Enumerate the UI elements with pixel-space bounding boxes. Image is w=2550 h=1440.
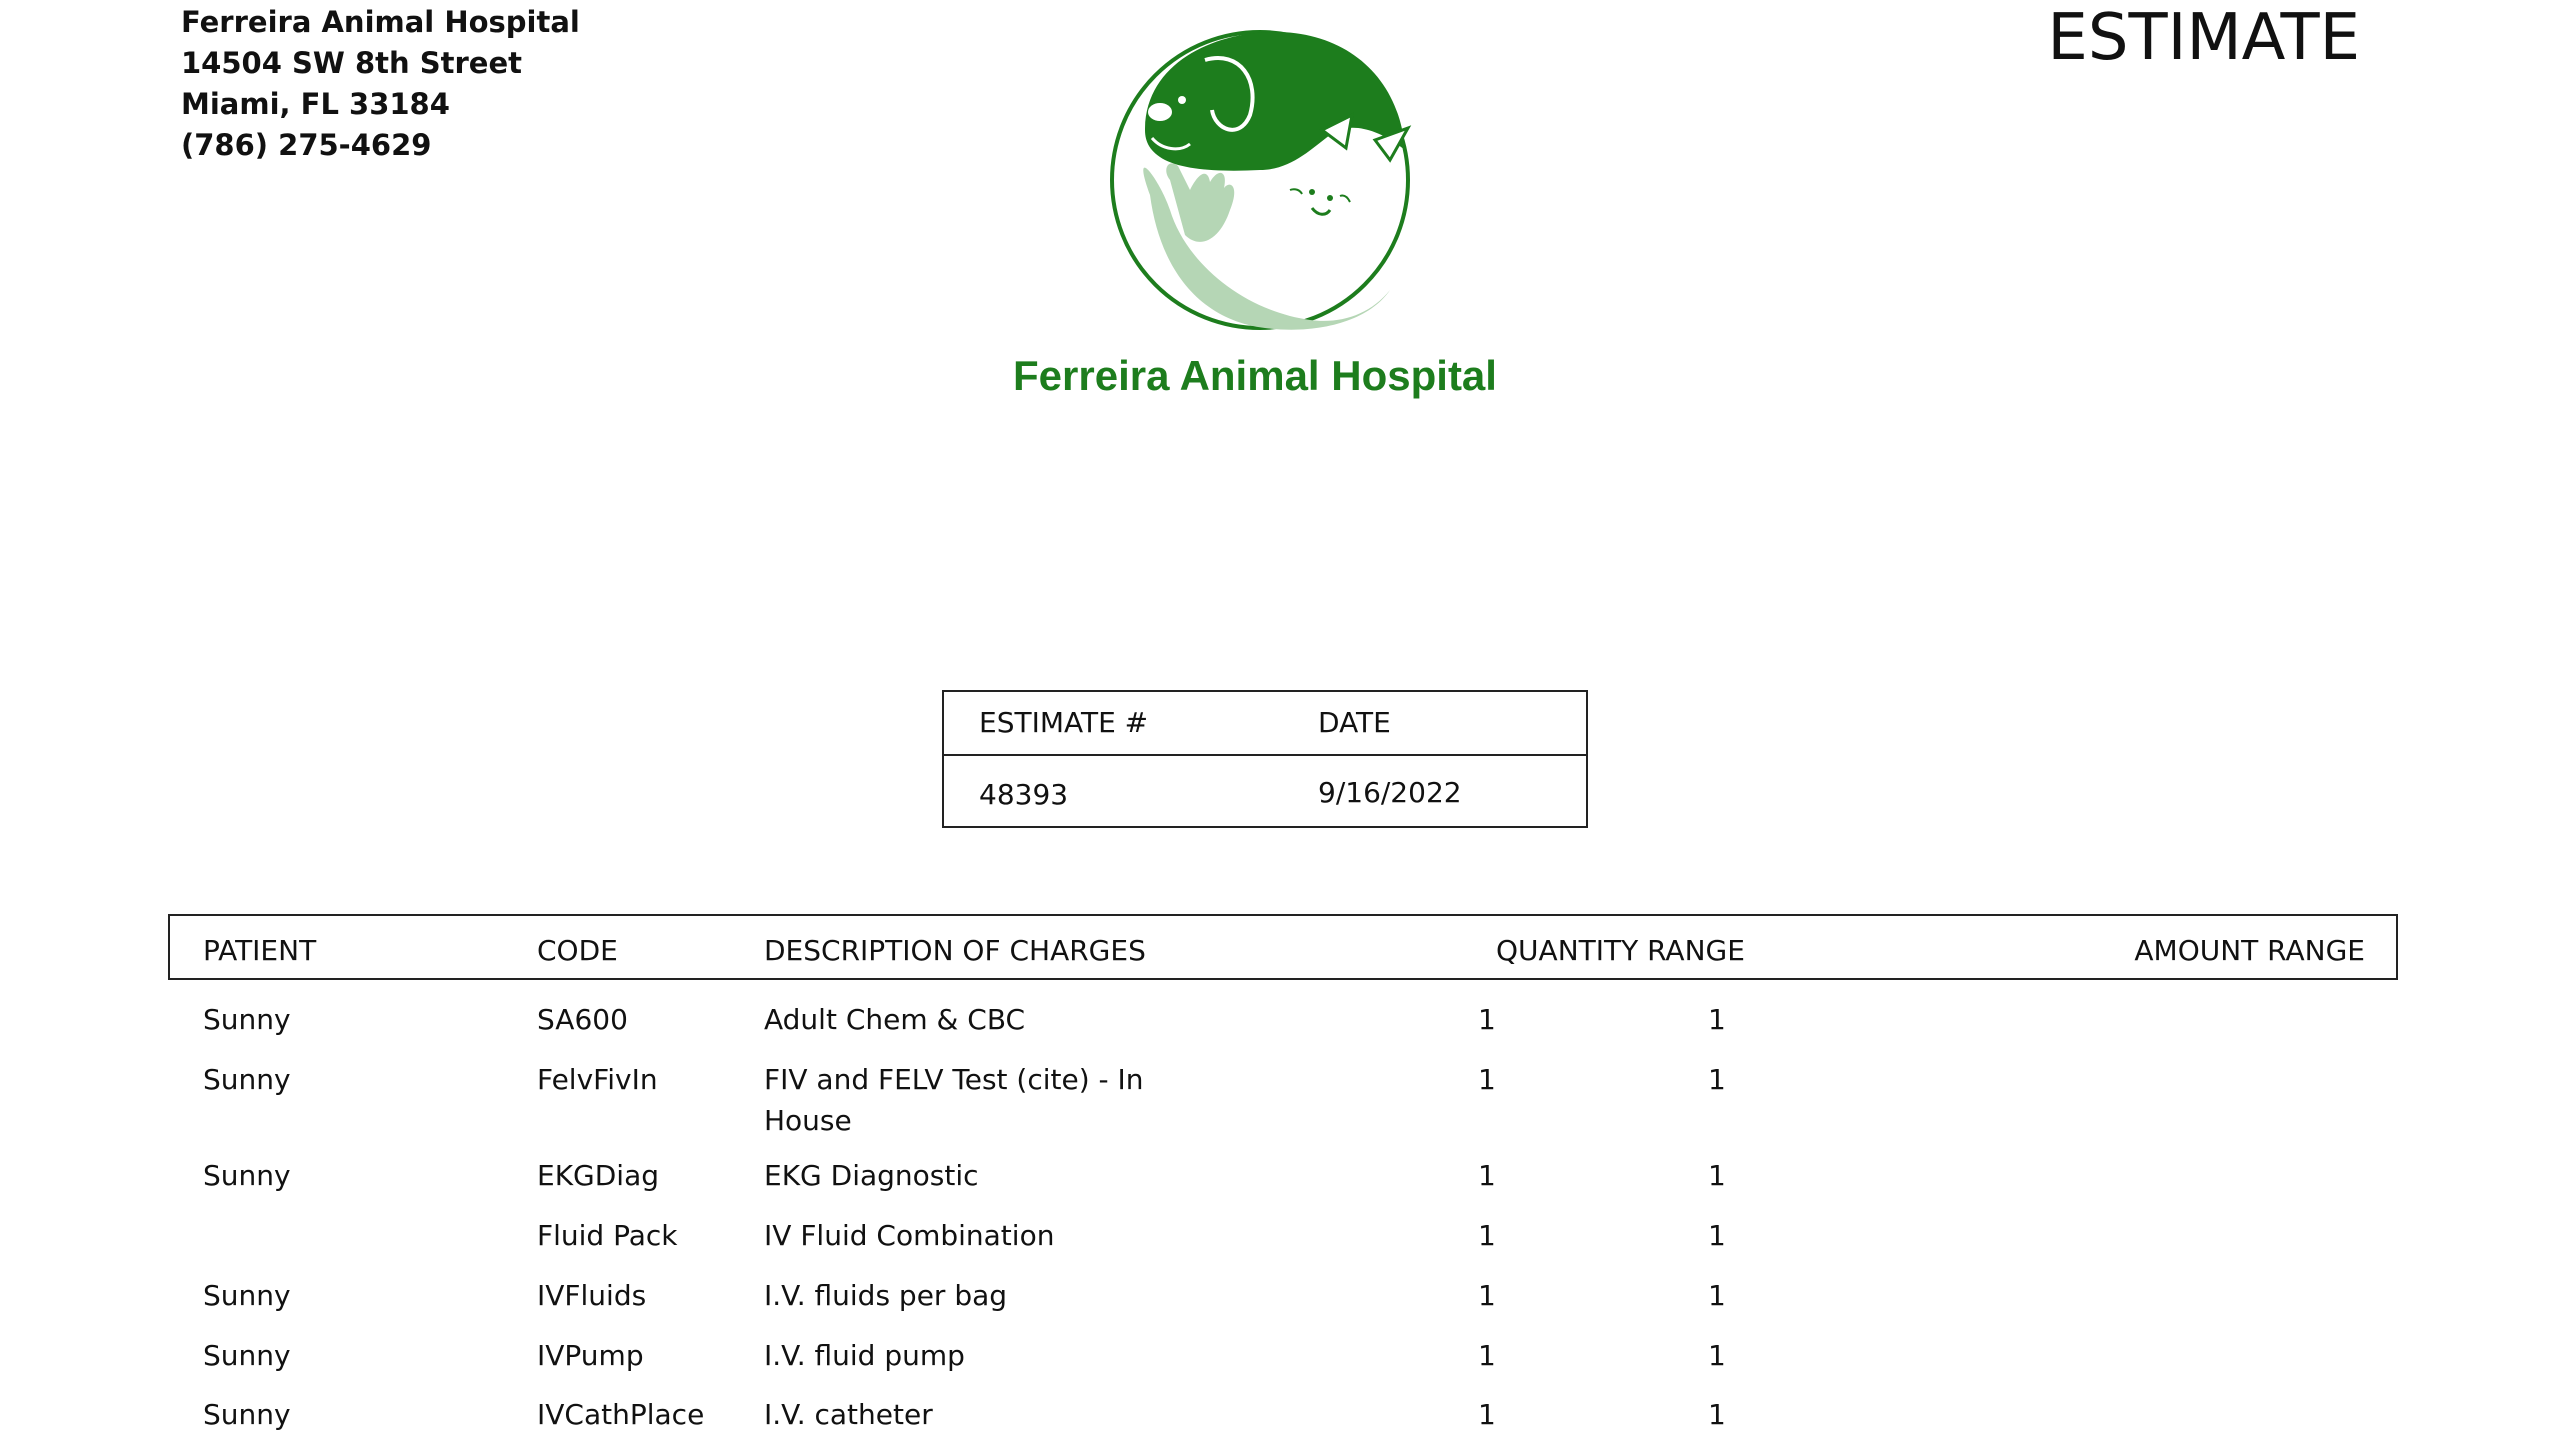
- cell-patient: Sunny: [203, 1063, 291, 1096]
- cell-qty-low: 1: [1478, 1339, 1496, 1372]
- cell-description: IV Fluid Combination: [764, 1219, 1055, 1252]
- cell-code: SA600: [537, 1003, 628, 1036]
- charges-table-header: [168, 914, 2398, 980]
- cell-qty-high: 1: [1708, 1398, 1726, 1431]
- cell-qty-low: 1: [1478, 1003, 1496, 1036]
- cell-code: EKGDiag: [537, 1159, 660, 1192]
- header-quantity-range: QUANTITY RANGE: [1496, 934, 1745, 967]
- cell-code: IVFluids: [537, 1279, 647, 1312]
- cell-qty-high: 1: [1708, 1219, 1726, 1252]
- cell-qty-low: 1: [1478, 1398, 1496, 1431]
- cell-description: I.V. catheter: [764, 1398, 933, 1431]
- document-title: ESTIMATE: [2047, 1, 2360, 75]
- cell-patient: Sunny: [203, 1339, 291, 1372]
- estimate-number-value: 48393: [979, 778, 1069, 811]
- cell-qty-high: 1: [1708, 1063, 1726, 1096]
- cell-description: I.V. fluids per bag: [764, 1279, 1008, 1312]
- cell-code: IVPump: [537, 1339, 644, 1372]
- cell-code: FelvFivIn: [537, 1063, 658, 1096]
- clinic-name: Ferreira Animal Hospital: [181, 5, 580, 39]
- clinic-city: Miami, FL 33184: [181, 87, 450, 121]
- cell-description: EKG Diagnostic: [764, 1159, 979, 1192]
- cell-description: Adult Chem & CBC: [764, 1003, 1026, 1036]
- clinic-address: [181, 2, 580, 166]
- header-patient: PATIENT: [203, 934, 317, 967]
- cell-patient: Sunny: [203, 1159, 291, 1192]
- estimate-info-box: [942, 690, 1588, 828]
- cell-description: FIV and FELV Test (cite) - In House: [764, 1063, 1144, 1137]
- cell-qty-low: 1: [1478, 1159, 1496, 1192]
- header-code: CODE: [537, 934, 618, 967]
- cell-description: I.V. fluid pump: [764, 1339, 965, 1372]
- estimate-date-label: DATE: [1318, 706, 1391, 739]
- header-amount-range: AMOUNT RANGE: [2134, 934, 2365, 967]
- cell-qty-high: 1: [1708, 1339, 1726, 1372]
- cell-code: Fluid Pack: [537, 1219, 678, 1252]
- cell-qty-high: 1: [1708, 1003, 1726, 1036]
- cell-patient: Sunny: [203, 1003, 291, 1036]
- cell-qty-low: 1: [1478, 1063, 1496, 1096]
- cell-qty-high: 1: [1708, 1159, 1726, 1192]
- dog-cat-logo-icon: [1090, 20, 1430, 340]
- estimate-number-label: ESTIMATE #: [979, 706, 1149, 739]
- cell-patient: Sunny: [203, 1398, 291, 1431]
- clinic-logo: [1000, 0, 1520, 480]
- cell-qty-low: 1: [1478, 1219, 1496, 1252]
- header-description: DESCRIPTION OF CHARGES: [764, 934, 1146, 967]
- clinic-phone: (786) 275-4629: [181, 128, 432, 162]
- cell-qty-high: 1: [1708, 1279, 1726, 1312]
- logo-text: Ferreira Animal Hospital: [1013, 352, 1497, 399]
- estimate-date-value: 9/16/2022: [1318, 776, 1462, 809]
- clinic-street: 14504 SW 8th Street: [181, 46, 522, 80]
- cell-qty-low: 1: [1478, 1279, 1496, 1312]
- cell-code: IVCathPlace: [537, 1398, 705, 1431]
- cell-patient: Sunny: [203, 1279, 291, 1312]
